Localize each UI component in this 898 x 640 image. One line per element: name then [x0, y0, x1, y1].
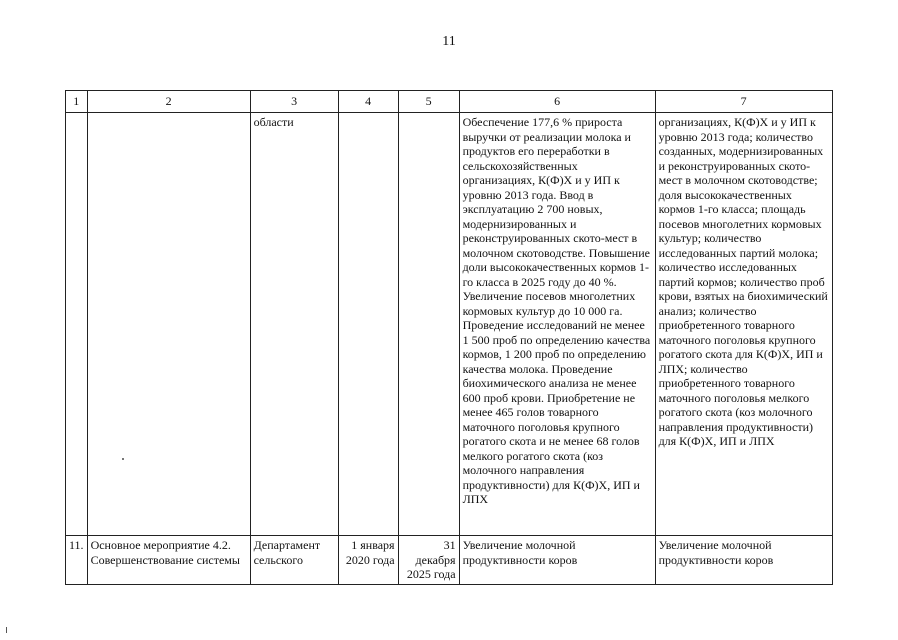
scan-edge-mark [6, 627, 7, 633]
row1-end-cell [398, 113, 459, 536]
table-row [66, 536, 833, 585]
row2-executor-cell: Департамент сельского [250, 536, 338, 585]
row2-expected-result-cell: Увеличение молочной продуктивности коров [459, 536, 655, 585]
header-cell-1: 1 [66, 91, 88, 113]
row1-measure-cell [87, 113, 250, 536]
measures-table [65, 90, 833, 585]
table-header-row [66, 91, 833, 113]
header-cell-7: 7 [655, 91, 832, 113]
scan-speck [122, 458, 124, 460]
table-row [66, 113, 833, 536]
header-cell-3: 3 [250, 91, 338, 113]
row2-start-cell: 1 января 2020 года [338, 536, 398, 585]
header-cell-6: 6 [459, 91, 655, 113]
row2-indicators-cell: Увеличение молочной продуктивности коров [655, 536, 832, 585]
row2-measure-cell: Основное мероприятие 4.2. Совершенствование системы [87, 536, 250, 585]
header-cell-2: 2 [87, 91, 250, 113]
row1-number-cell [66, 113, 88, 536]
row2-number-cell: 11. [66, 536, 88, 585]
row1-executor-cell: области [250, 113, 338, 536]
row1-start-cell [338, 113, 398, 536]
page-number: 11 [442, 34, 456, 49]
header-cell-5: 5 [398, 91, 459, 113]
row1-indicators-cell: организациях, К(Ф)Х и у ИП к уровню 2013 года; количество созданных, модернизированных и реконструированных ското-мест в молочном скотоводстве; доля высококачественных кормов 1-го класса; площадь посевов многолетних кормовых культур; количество исследованных партий молока; количество исследованных партий кормов; количество проб крови, взятых на биохимический анализ; количество приобретенного товарного маточного поголовья крупного рогатого скота для К(Ф)Х, ИП и ЛПХ; количество приобретенного товарного маточного поголовья мелкого рогатого скота (коз молочного направления продуктивности) для К(Ф)Х, ИП и ЛПХ [655, 113, 832, 536]
header-cell-4: 4 [338, 91, 398, 113]
row2-end-cell: 31 декабря 2025 года [398, 536, 459, 585]
row1-expected-result-cell: Обеспечение 177,6 % прироста выручки от реализации молока и продуктов его переработки в сельскохозяйственных организациях, К(Ф)Х и у ИП к уровню 2013 года. Ввод в эксплуатацию 2 700 новых, модернизированных и реконструированных ското-мест в молочном скотоводстве. Повышение доли высококачественных кормов 1-го класса в 2025 году до 40 %. Увеличение посевов многолетних кормовых культур до 10 000 га. Проведение исследований не менее 1 500 проб по определению качества кормов, 1 200 проб по определению качества молока. Проведение биохимического анализа не менее 600 проб крови. Приобретение не менее 465 голов товарного маточного поголовья крупного рогатого скота и не менее 68 голов мелкого рогатого скота (коз молочного направления продуктивности) для К(Ф)Х, ИП и ЛПХ [459, 113, 655, 536]
